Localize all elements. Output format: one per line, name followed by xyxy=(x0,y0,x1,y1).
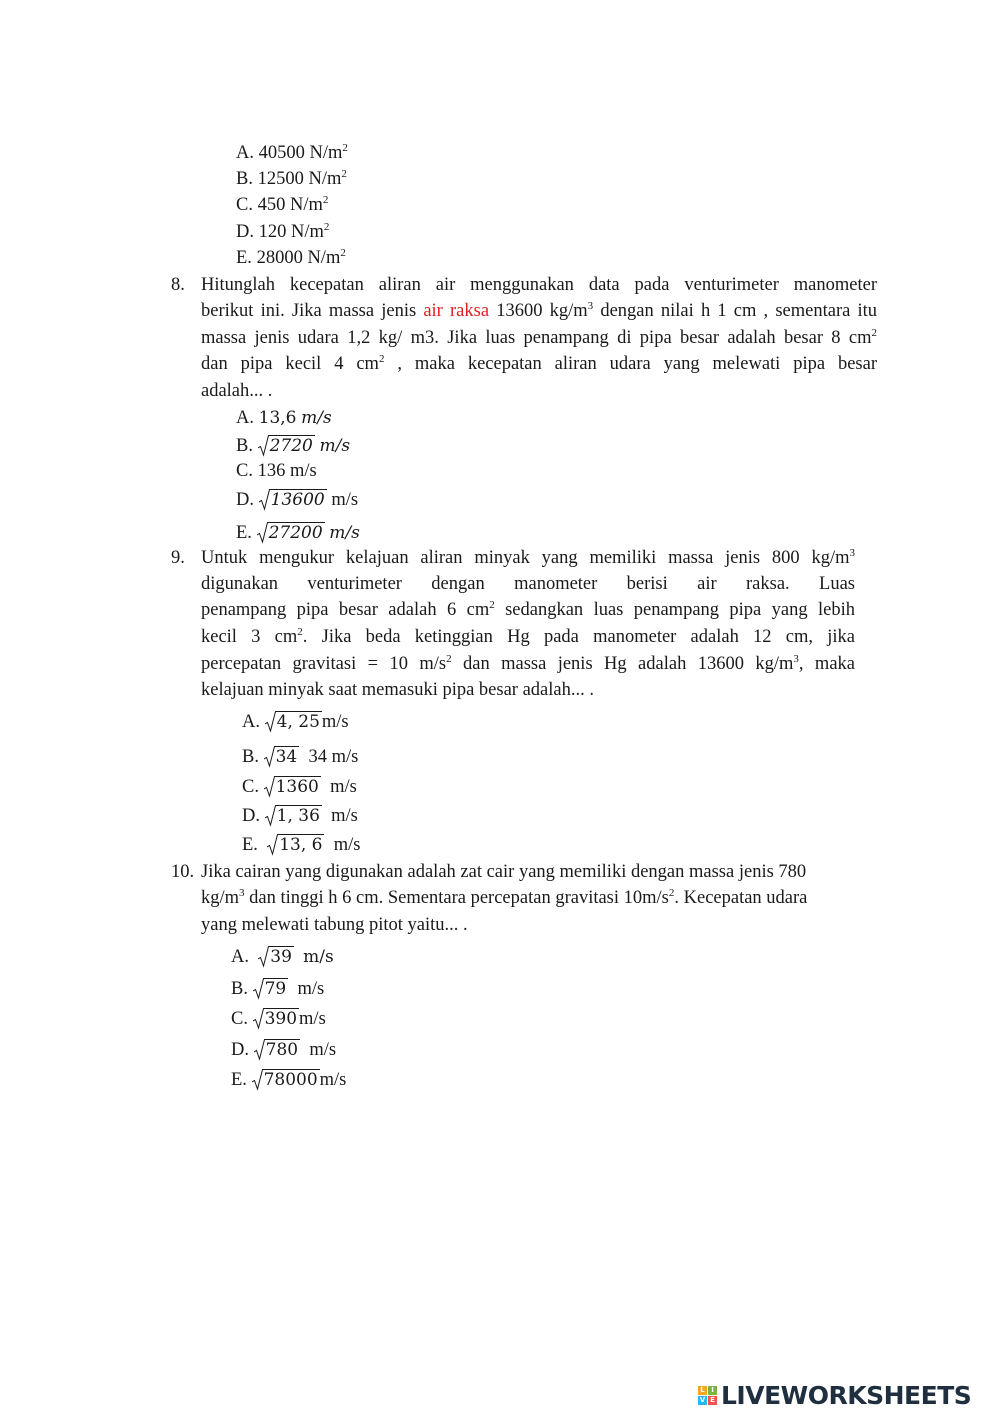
sqrt-icon: 39 xyxy=(258,945,294,969)
sqrt-icon: 34 xyxy=(264,745,300,769)
q10-option-a[interactable]: A. 39 m/s xyxy=(231,947,334,967)
q10-option-e[interactable]: E. 78000 m/s xyxy=(231,1070,347,1090)
q8-option-b[interactable]: B. 2720 m/s xyxy=(236,436,351,456)
sqrt-icon: 2720 xyxy=(258,434,315,458)
q9-number: 9. xyxy=(171,548,185,568)
q9-line-5: percepatan gravitasi = 10 $m/s^2$ dan massa jenis Hg adalah 13600 $kg/m^3$, maka xyxy=(201,653,855,674)
q10-line-2: $kg/m^3$ dan tinggi h 6 cm. Sementara percepatan gravitasi $10m/s^2$. Kecepatan udara xyxy=(201,887,808,908)
q8-number: 8. xyxy=(171,275,185,295)
q8-line-2: berikut ini. Jika massa jenis air raksa 13600 $kg/m^3$ dengan nilai h 1 cm , sementara itu xyxy=(201,300,878,321)
logo-tile: E xyxy=(708,1396,717,1405)
sqrt-icon: 27200 xyxy=(257,521,325,545)
q9-option-c[interactable]: C. 1360 m/s xyxy=(242,777,357,797)
liveworksheets-logo[interactable] xyxy=(698,1378,971,1412)
logo-tile: L xyxy=(698,1386,707,1395)
sqrt-icon: 13, 6 xyxy=(267,833,324,857)
q7-option-b[interactable]: B. 12500 $N/m^2$ xyxy=(236,168,347,189)
sqrt-icon: 13600 xyxy=(259,488,327,512)
q9-option-e[interactable]: E. 13, 6 m/s xyxy=(242,835,361,855)
q9-line-3: penampang pipa besar adalah 6 $cm^2$ sedangkan luas penampang pipa yang lebih xyxy=(201,599,855,620)
q10-option-c[interactable]: C. 390 m/s xyxy=(231,1009,326,1029)
sqrt-icon: 78000 xyxy=(252,1068,320,1092)
q9-option-d[interactable]: D. 1, 36 m/s xyxy=(242,806,358,826)
q10-option-b[interactable]: B. 79 m/s xyxy=(231,979,325,999)
q8-line-4: dan pipa kecil 4 $cm^2$ , maka kecepatan aliran udara yang melewati pipa besar xyxy=(201,353,877,374)
sqrt-icon: 1, 36 xyxy=(265,804,322,828)
sqrt-icon: 79 xyxy=(253,977,289,1001)
logo-tile: I xyxy=(708,1386,717,1395)
q8-option-e[interactable]: E. 27200 m/s xyxy=(236,523,360,543)
q8-option-a[interactable]: A. 13,6 m/s xyxy=(236,408,332,428)
sqrt-icon: 1360 xyxy=(264,775,321,799)
logo-text: LIVEWORKSHEETS xyxy=(721,1380,972,1410)
q7-option-c[interactable]: C. 450 $N/m^2$ xyxy=(236,194,329,215)
logo-tile: V xyxy=(699,1395,706,1404)
sqrt-icon: 390 xyxy=(253,1007,299,1031)
q7-option-a[interactable]: A. 40500 $N/m^2$ xyxy=(236,142,348,163)
q8-option-d[interactable]: D. 13600 m/s xyxy=(236,490,359,510)
q9-line-6: kelajuan minyak saat memasuki pipa besar adalah... . xyxy=(201,680,594,700)
q9-option-a[interactable]: A. 4, 25 m/s xyxy=(242,712,349,732)
q8-option-c[interactable]: C. 136 m/s xyxy=(236,461,317,481)
q10-line-1: Jika cairan yang digunakan adalah zat cair yang memiliki dengan massa jenis 780 xyxy=(201,862,807,882)
q10-number: 10. xyxy=(171,862,195,882)
q8-line-5: adalah... . xyxy=(201,381,273,401)
q7-option-e[interactable]: E. 28000 $N/m^2$ xyxy=(236,247,346,268)
q7-option-d[interactable]: D. 120 $N/m^2$ xyxy=(236,221,330,242)
q9-line-1: Untuk mengukur kelajuan aliran minyak yang memiliki massa jenis 800 $kg/m^3$ xyxy=(201,547,855,568)
sqrt-icon: 4, 25 xyxy=(265,710,322,734)
q9-option-b[interactable]: B. 34 34 m/s xyxy=(242,747,359,767)
logo-tiles-icon xyxy=(698,1386,717,1405)
q8-line-3: massa jenis udara 1,2 kg/ m3. Jika luas penampang di pipa besar adalah besar 8 $cm^2$ xyxy=(201,327,877,348)
q8-line-1: Hitunglah kecepatan aliran air menggunakan data pada venturimeter manometer xyxy=(201,275,877,295)
q9-line-2: digunakan venturimeter dengan manometer berisi air raksa. Luas xyxy=(201,574,855,594)
q10-line-3: yang melewati tabung pitot yaitu... . xyxy=(201,915,468,935)
highlight-air-raksa: air raksa xyxy=(423,301,490,321)
q10-option-d[interactable]: D. 780 m/s xyxy=(231,1040,337,1060)
sqrt-icon: 780 xyxy=(254,1038,300,1062)
q9-line-4: kecil 3 $cm^2$. Jika beda ketinggian Hg pada manometer adalah 12 cm, jika xyxy=(201,626,855,647)
